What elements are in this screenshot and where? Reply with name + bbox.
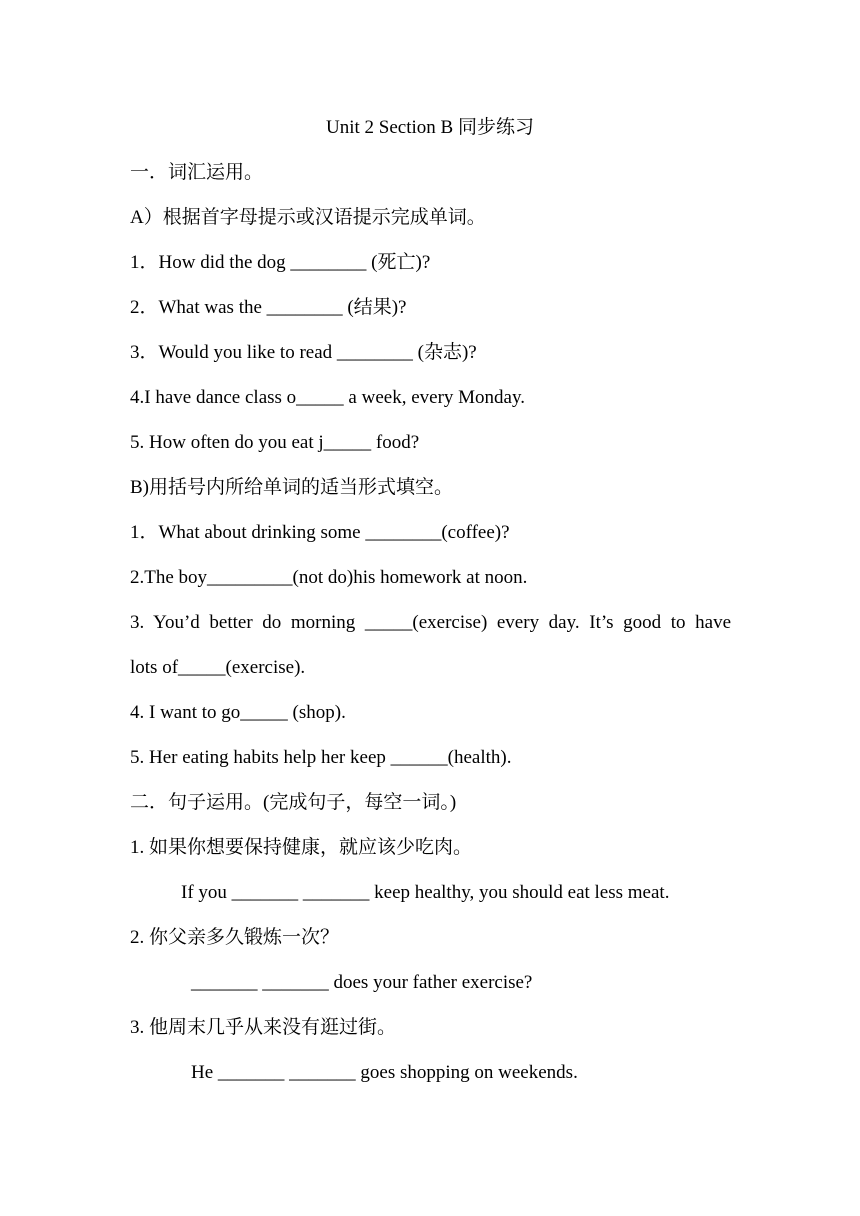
section-a-item-3: 3．Would you like to read ________ (杂志)?: [130, 342, 477, 363]
section-b-item-3: 3. You’d better do morning _____(exercise) every day. It’s good to have: [130, 612, 731, 633]
part2-item-1-chinese: 1. 如果你想要保持健康，就应该少吃肉。: [130, 837, 473, 858]
part2-item-3-chinese: 3. 他周末几乎从来没有逛过街。: [130, 1017, 397, 1038]
section-a-item-5: 5. How often do you eat j_____ food?: [130, 432, 420, 453]
section-a-item-4: 4.I have dance class o_____ a week, every Monday.: [130, 387, 525, 408]
part2-item-2-english: _______ _______ does your father exercise?: [191, 972, 533, 993]
page-title: Unit 2 Section B 同步练习: [326, 117, 534, 138]
part1-heading: 一．词汇运用。: [130, 162, 264, 183]
section-b-item-4: 4. I want to go_____ (shop).: [130, 702, 346, 723]
part2-item-3-english: He _______ _______ goes shopping on weekends.: [191, 1062, 578, 1083]
section-b-item-1: 1．What about drinking some ________(coffee)?: [130, 522, 510, 543]
section-b-item-5: 5. Her eating habits help her keep ______(health).: [130, 747, 512, 768]
section-b-item-2: 2.The boy_________(not do)his homework at noon.: [130, 567, 528, 588]
section-a-item-2: 2．What was the ________ (结果)?: [130, 297, 407, 318]
part2-item-2-chinese: 2. 你父亲多久锻炼一次？: [130, 927, 340, 948]
part2-item-1-english: If you _______ _______ keep healthy, you should eat less meat.: [181, 882, 670, 903]
section-b-item-3-continued: lots of_____(exercise).: [130, 657, 306, 678]
section-b-heading: B)用括号内所给单词的适当形式填空。: [130, 477, 454, 498]
section-a-item-1: 1．How did the dog ________ (死亡)?: [130, 252, 431, 273]
part2-heading: 二．句子运用。(完成句子，每空一词。): [130, 792, 457, 813]
section-a-heading: A）根据首字母提示或汉语提示完成单词。: [130, 207, 486, 228]
